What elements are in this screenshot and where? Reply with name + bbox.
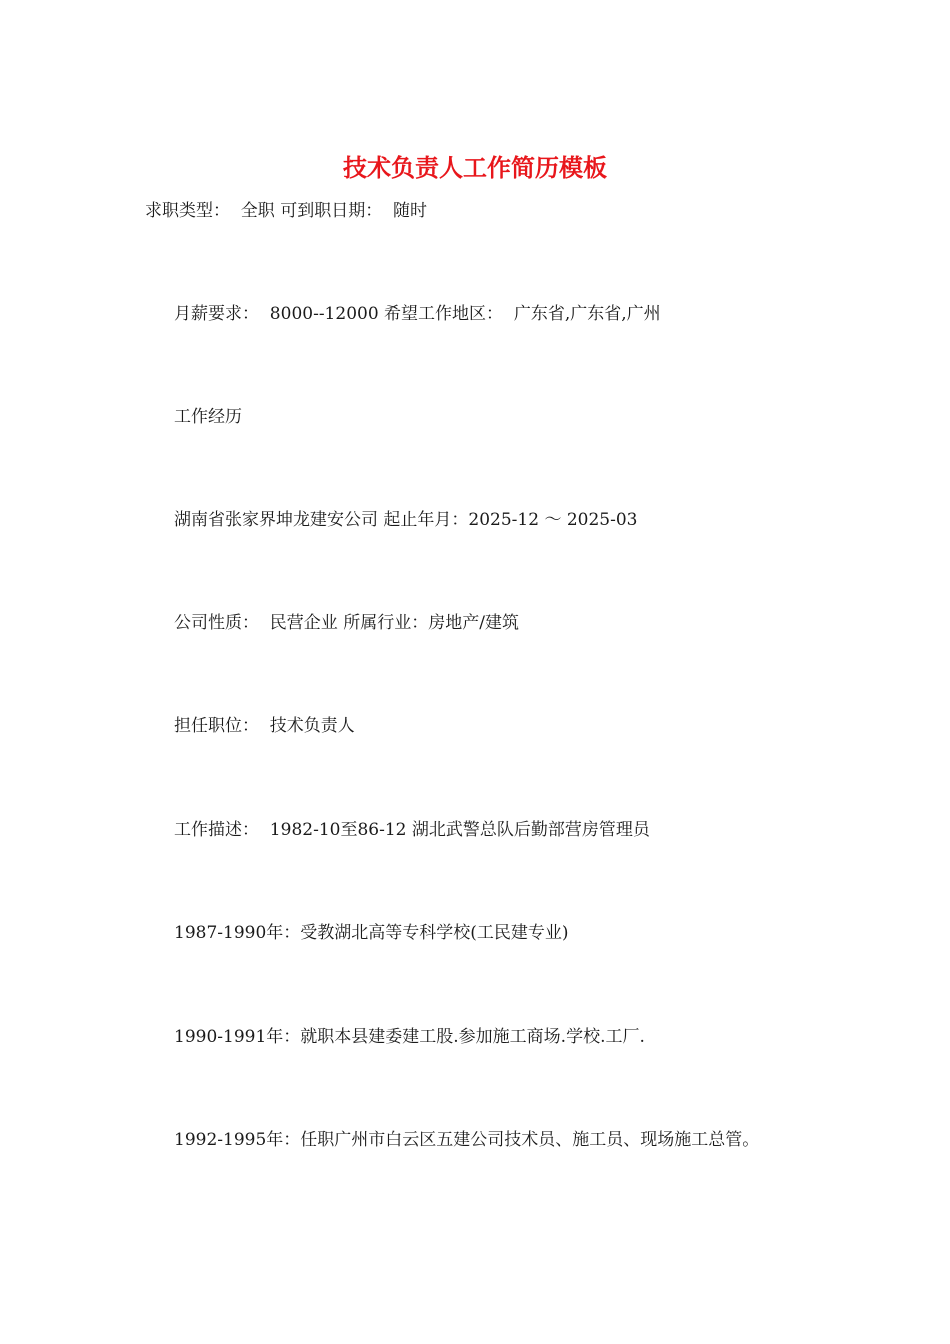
history-line-1992: 1992-1995年：任职广州市白云区五建公司技术员、施工员、现场施工总管。: [174, 1130, 760, 1150]
work-experience-heading: 工作经历: [174, 407, 242, 427]
history-line-1987: 1987-1990年：受教湖北高等专科学校(工民建专业): [174, 923, 569, 943]
job-type-line: 求职类型： 全职 可到职日期： 随时: [145, 201, 428, 221]
document-title: 技术负责人工作简历模板: [343, 153, 607, 182]
job-description-line: 工作描述： 1982-10至86-12 湖北武警总队后勤部营房管理员: [174, 820, 650, 840]
position-line: 担任职位： 技术负责人: [174, 716, 355, 736]
salary-line: 月薪要求： 8000--12000 希望工作地区： 广东省,广东省,广州: [174, 304, 661, 324]
company-line: 湖南省张家界坤龙建安公司 起止年月：2025-12 ～ 2025-03: [174, 510, 638, 530]
history-line-1990: 1990-1991年：就职本县建委建工股.参加施工商场.学校.工厂.: [174, 1027, 645, 1047]
company-nature-line: 公司性质： 民营企业 所属行业：房地产/建筑: [174, 613, 519, 633]
